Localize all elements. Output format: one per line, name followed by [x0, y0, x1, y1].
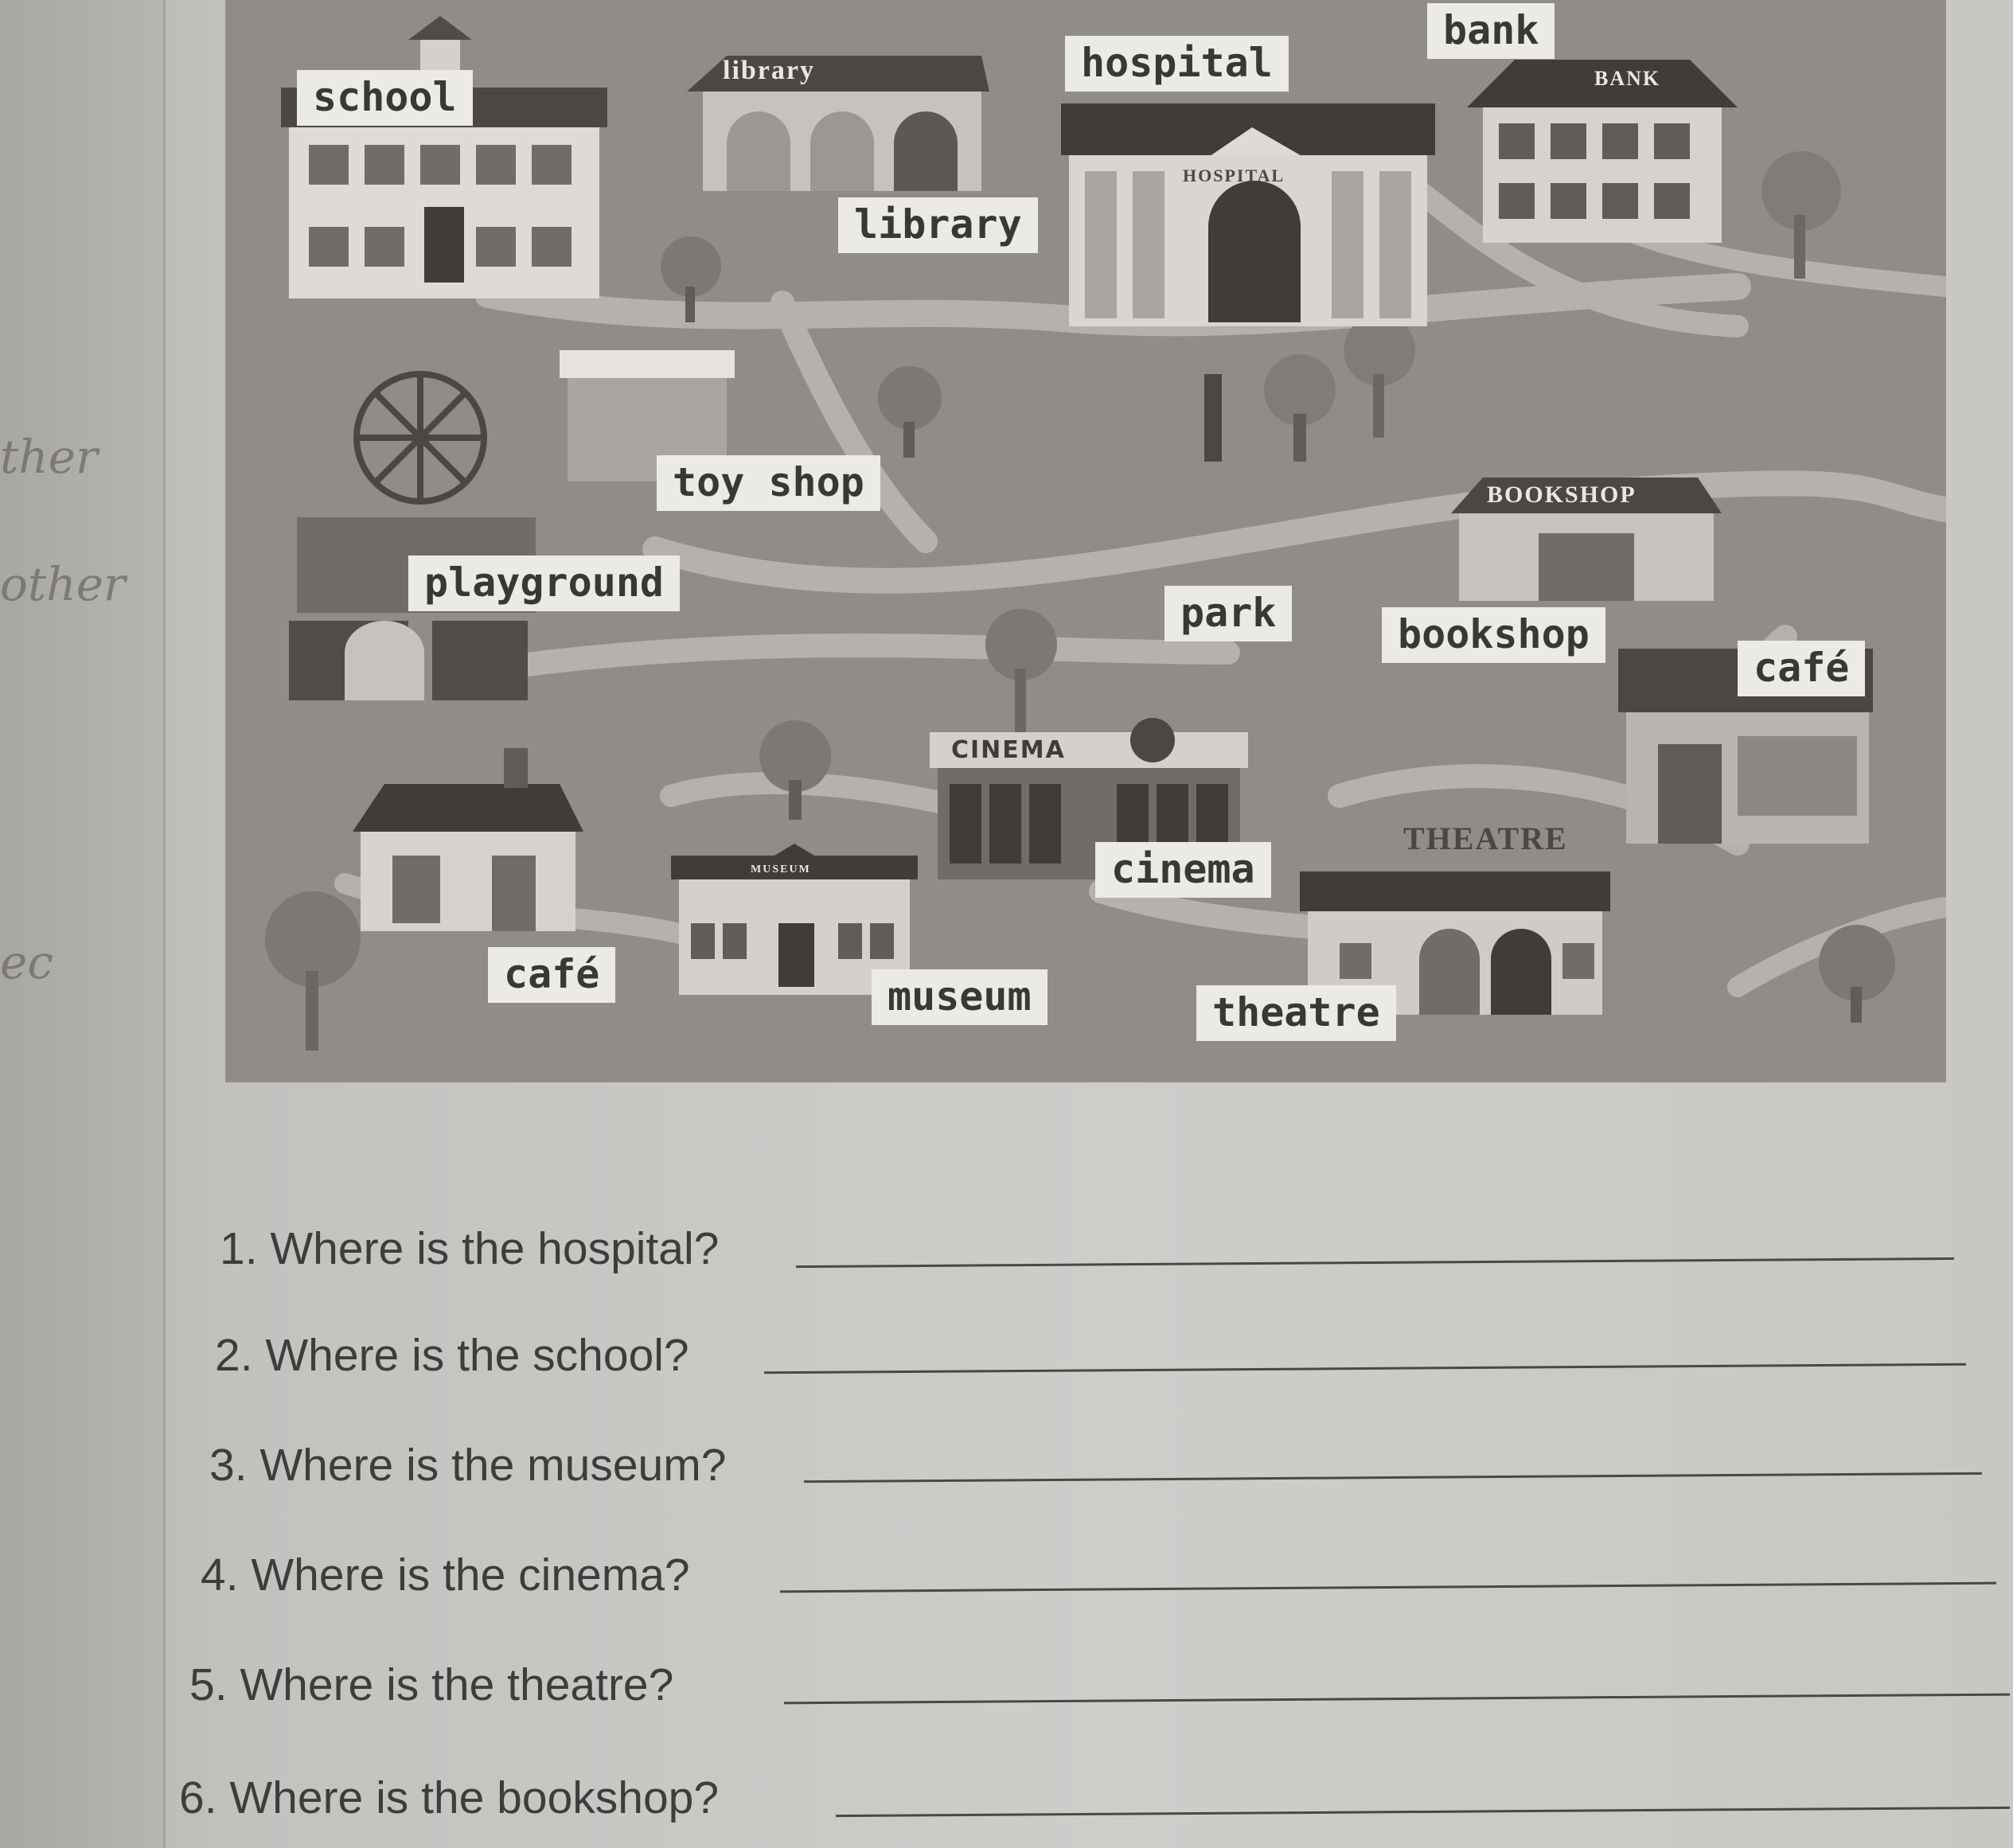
question-1: 1. Where is the hospital? [220, 1223, 720, 1274]
question-4: 4. Where is the cinema? [201, 1550, 690, 1600]
label-toy-shop: toy shop [657, 455, 880, 511]
label-museum: museum [872, 969, 1047, 1025]
label-cafe-right: café [1738, 641, 1865, 696]
answer-line-2[interactable] [764, 1363, 1966, 1374]
label-bank: bank [1427, 3, 1555, 59]
library-sign: library [723, 56, 815, 85]
answer-line-4[interactable] [780, 1582, 1996, 1593]
question-5: 5. Where is the theatre? [189, 1659, 674, 1710]
answer-line-3[interactable] [804, 1472, 1982, 1483]
label-park: park [1164, 586, 1292, 641]
museum-sign: MUSEUM [751, 864, 811, 875]
cinema-sign: CINEMA [951, 736, 1066, 764]
margin-note: ec [0, 935, 53, 989]
bank-sign: BANK [1594, 67, 1661, 90]
answer-line-6[interactable] [836, 1807, 2010, 1817]
margin-note: ther [0, 430, 98, 484]
bookshop-sign: BOOKSHOP [1487, 481, 1637, 508]
label-playground: playground [408, 556, 680, 611]
label-hospital: hospital [1065, 36, 1289, 92]
question-2: 2. Where is the school? [215, 1330, 689, 1381]
label-bookshop: bookshop [1382, 607, 1605, 663]
label-library: library [838, 197, 1038, 253]
label-school: school [297, 70, 473, 126]
question-6: 6. Where is the bookshop? [179, 1772, 720, 1823]
label-theatre: theatre [1196, 985, 1396, 1041]
margin-note: other [0, 557, 126, 611]
answer-line-5[interactable] [784, 1694, 2010, 1705]
label-cafe-left: café [488, 947, 615, 1003]
question-3: 3. Where is the museum? [209, 1440, 727, 1491]
theatre-sign: THEATRE [1403, 821, 1568, 856]
label-cinema: cinema [1095, 842, 1271, 898]
answer-line-1[interactable] [796, 1257, 1954, 1268]
hospital-sign: HOSPITAL [1183, 166, 1285, 185]
